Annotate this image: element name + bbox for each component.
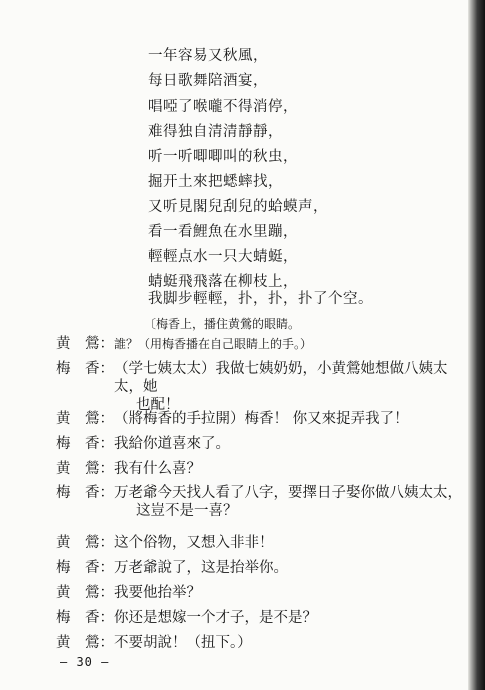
speaker: 梅 — [56, 610, 71, 626]
speaker-suffix: 香： — [85, 436, 114, 452]
verse-line: 又听見閣兒刮兒的蛤蟆声， — [148, 199, 328, 215]
speaker-suffix: 鶯： — [85, 336, 114, 352]
dialogue-line — [56, 460, 466, 478]
dialogue-text: 不要胡說！（扭下。） — [114, 635, 252, 651]
speaker-suffix: 鶯： — [85, 535, 114, 551]
verse-line: 輕輕点水一只大蜻蜓， — [148, 249, 298, 265]
verse-line: 看一看鯉魚在水里蹦， — [148, 224, 298, 240]
speaker-suffix: 香： — [85, 610, 114, 626]
dialogue-line — [56, 360, 466, 414]
verse-line: 每日歌舞陪酒宴， — [148, 73, 268, 89]
speaker: 黄 — [56, 585, 71, 601]
speaker: 梅 — [56, 436, 71, 452]
dialogue-text: 你还是想嫁一个才子，是不是？ — [114, 610, 317, 626]
dialogue-continuation: 这豈不是一喜？ — [136, 503, 238, 519]
speaker: 黄 — [56, 336, 71, 352]
dialogue-text: （將梅香的手拉開）梅香！ 你又來捉弄我了！ — [114, 411, 409, 427]
dialogue-line — [56, 534, 466, 552]
speaker-suffix: 香： — [85, 485, 114, 501]
speaker: 黄 — [56, 635, 71, 651]
verse-line: 听一听唧唧叫的秋虫， — [148, 149, 298, 165]
speaker-suffix: 鶯： — [85, 461, 114, 477]
speaker: 黄 — [56, 461, 71, 477]
speaker-suffix: 鶯： — [85, 411, 114, 427]
speaker: 黄 — [56, 535, 71, 551]
speaker: 梅 — [56, 560, 71, 576]
verse-line: 掘开土來把蟋蟀找， — [148, 174, 283, 190]
dialogue-text: 誰？（用梅香播在自己眼睛上的手。） — [114, 337, 313, 351]
verse-line: 唱啞了喉嚨不得消停， — [148, 99, 298, 115]
dialogue-line — [56, 584, 466, 602]
page-number: — 30 — — [60, 655, 110, 669]
verse-line: 蜻蜓飛飛落在柳枝上， — [148, 274, 298, 290]
speaker: 梅 — [56, 361, 71, 377]
speaker: 梅 — [56, 485, 71, 501]
dialogue-text: 万老爺今天找人看了八字，要擇日子娶你做八姨太太， — [114, 485, 462, 501]
verse-line: 一年容易又秋風， — [148, 48, 268, 64]
speaker-suffix: 鶯： — [85, 635, 114, 651]
speaker: 黄 — [56, 411, 71, 427]
dialogue-line — [56, 484, 466, 520]
page-binding-edge — [468, 0, 485, 690]
dialogue-line — [56, 410, 466, 428]
speaker-suffix: 香： — [85, 560, 114, 576]
dialogue-line — [56, 435, 466, 453]
dialogue-text: （学七姨太太）我做七姨奶奶，小黄鶯她想做八姨太太，她 — [114, 361, 448, 395]
dialogue-continuation: 也配！ — [136, 397, 180, 413]
verse-line: 难得独自清清靜靜， — [148, 124, 283, 140]
dialogue-text: 我要他抬举？ — [114, 585, 201, 601]
stage-direction: 〔梅香上，播住黄鶯的眼睛。 — [144, 317, 301, 331]
dialogue-text: 我給你道喜來了。 — [114, 436, 230, 452]
speaker-suffix: 鶯： — [85, 585, 114, 601]
dialogue-line — [56, 634, 466, 652]
speaker-suffix: 香： — [85, 361, 114, 377]
dialogue-text: 我有什么喜？ — [114, 461, 201, 477]
dialogue-line — [56, 559, 466, 577]
dialogue-line — [56, 609, 466, 627]
dialogue-text: 这个俗物，又想入非非！ — [114, 535, 274, 551]
dialogue-text: 万老爺說了，这是抬举你。 — [114, 560, 288, 576]
dialogue-line — [56, 335, 466, 353]
verse-line: 我脚步輕輕，扑，扑，扑了个空。 — [148, 291, 373, 307]
